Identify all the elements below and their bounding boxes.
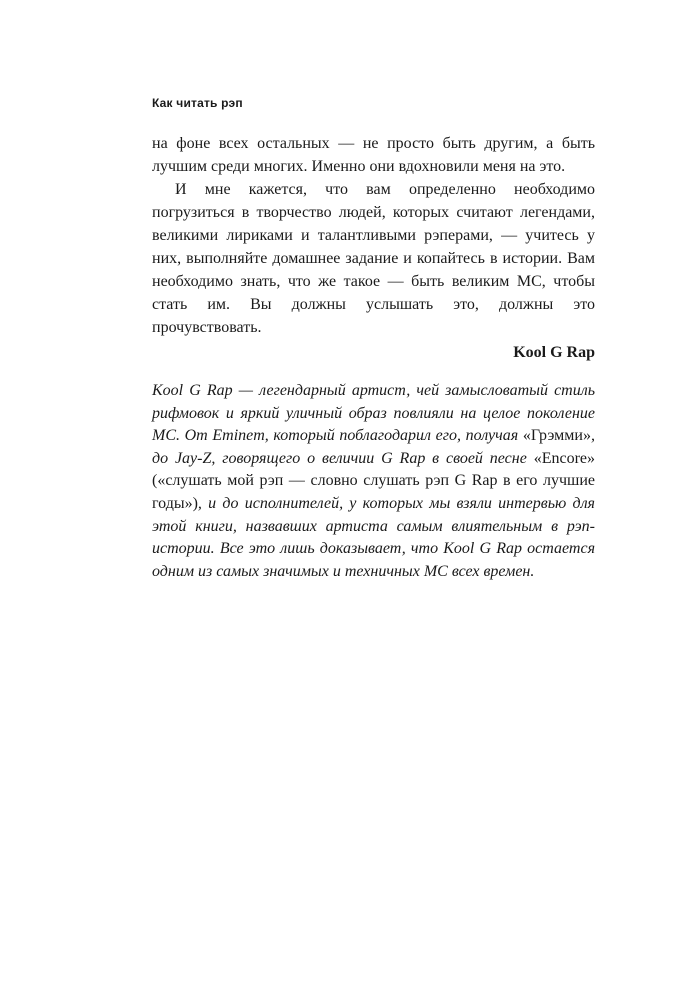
bio-text: , и до исполнителей, у которых мы взяли интервью для этой книги, назвавших артиста самым влиятельным в рэп-истории. Все это лишь доказывает, что Kool G Rap остается одним из самых значимых и техничных МС всех времен. [152, 494, 595, 580]
paragraph: на фоне всех остальных — не просто быть другим, а быть лучшим среди многих. Именно они вдохновили меня на это. [152, 135, 595, 175]
running-head: Как читать рэп [152, 96, 243, 110]
bio-quote-encore: «Encore» [533, 449, 595, 467]
author-signature: Kool G Rap [513, 344, 595, 361]
bio-text: Kool G Rap — легендарный артист, чей замысловатый стиль рифмовок и яркий уличный образ повлияли на целое поколение МС. От Eminem, который поблагодарил его, получая [152, 382, 595, 445]
bio-lyric-quote: («слушать мой рэп — словно слушать рэп G Rap в его лучшие годы») [152, 472, 595, 512]
main-text [152, 132, 595, 364]
bio-quote-grammy: «Грэмми» [522, 427, 591, 445]
bio-text: , до Jay-Z, говорящего о величии G Rap в своей песне [152, 427, 595, 467]
author-bio [152, 380, 595, 583]
paragraph: И мне кажется, что вам определенно необходимо погрузиться в творчество людей, которых считают легендами, великими лириками и талантливыми рэперами, — учитесь у них, выполняйте домашнее задание и копайтесь в истории. Вам необходимо знать, что же такое — быть великим МС, чтобы стать им. Вы должны услышать это, должны это прочувствовать. [152, 181, 595, 336]
